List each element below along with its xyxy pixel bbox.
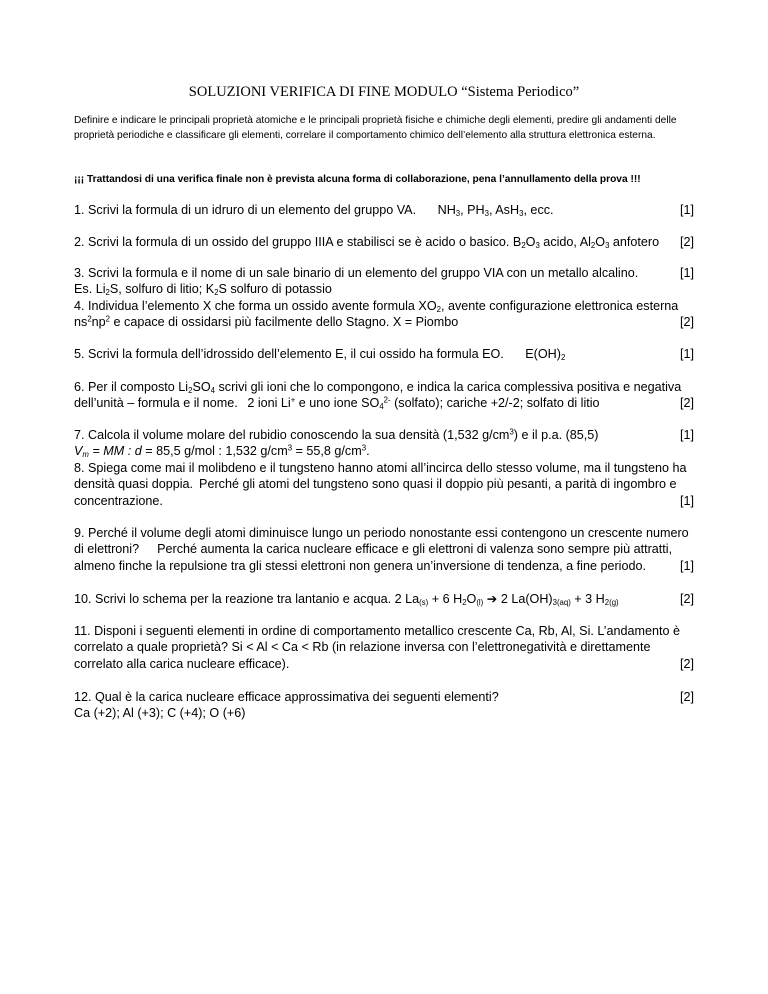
question-5-text: 5. Scrivi la formula dell’idrossido dell’elemento E, il cui ossido ha formula EO. [74,347,504,361]
question-1-text: 1. Scrivi la formula di un idruro di un elemento del gruppo VA. [74,203,417,217]
question-5-points: [1] [679,347,694,361]
question-6-answer: 2 ioni Li+ e uno ione $SO_4^{2-}$ (solfato); cariche +2/-2; solfato di litio [247,396,600,412]
question-1-answer: $NH_3$, $PH_3$, AsH$_3$, ecc. [437,203,554,218]
question-9-text-cont: di elettroni? [74,542,140,557]
question-7-text: 7. Calcola il volume molare del rubidio conoscendo la sua densità (1,532 $g/cm^3$) e il p.a. (85,5) [74,427,599,442]
question-9-answer-cont: almeno finche la repulsione tra gli stessi elettroni non genera un’inversione di tendenza, a fine periodo. [74,558,646,573]
question-8-text: 8. Spiega come mai il molibdeno e il tungsteno hanno atomi all’incirca dello stesso volume, ma il tungsteno ha [74,460,687,475]
question-8-answer-cont: concentrazione. [74,493,163,508]
question-5 [74,346,694,362]
question-2-points: [2] [679,235,694,249]
question-8-points: [1] [679,493,694,508]
question-9-points: [1] [679,558,694,573]
question-2 [74,234,694,250]
question-9-text: 9. Perché il volume degli atomi diminuisce lungo un periodo nonostante essi contengono un crescente numero [74,526,689,540]
question-10 [74,591,694,607]
question-12-answer: Ca (+2); Al (+3); C (+4); O (+6) [74,706,246,721]
question-7-answer: $V_m$ = MM : d = 85,5 g/mol : 1,532 $g/cm^3 = 55,8$ $g/cm^3$. [74,444,370,460]
question-10-text: 10. Scrivi lo schema per la reazione tra lantanio e acqua. [74,592,392,606]
question-2-text: 2. Scrivi la formula di un ossido del gruppo IIIA e stabilisci se è acido o basico. [74,235,510,249]
question-3-text: 3. Scrivi la formula e il nome di un sale binario di un elemento del gruppo VIA con un metallo alcalino. [74,266,639,280]
document-title: SOLUZIONI VERIFICA DI FINE MODULO “Sistema Periodico” [188,84,580,100]
warning-note: ¡¡¡ Trattandosi di una verifica finale non è prevista alcuna forma di collaborazione, pena l’annullamento della prova !!! [74,174,641,185]
question-6-text: 6. Per il composto $Li_2SO_4$ scrivi gli ioni che lo compongono, e indica la carica complessiva positiva e negativa [74,380,682,395]
question-3-points: [1] [679,266,694,280]
question-1-points: [1] [679,203,694,217]
question-10-answer: 2 $La_{(s)} + 6$ $H_2O_{(l)}$ ➔ 2 $La(OH)_{3(aq)} + 3$ $H_{2(g)}$ [394,592,619,607]
question-4-text-cont: $ns^2np^2$ e capace di ossidarsi più facilmente dello Stagno. [74,314,390,330]
question-4-answer: X = Piombo [392,315,459,330]
question-3-answer: Es. $Li_2S$, solfuro di litio; $K_2S$ solfuro di potassio [74,282,332,298]
question-11-text: 11. Disponi i seguenti elementi in ordine di comportamento metallico crescente Ca, Rb, Al, Si. L’andamento è [74,624,680,638]
intro-paragraph: Definire e indicare le principali proprietà atomiche e le principali proprietà fisiche e chimiche degli elementi, predire gli andamenti delle proprietà periodiche e classificare gli elementi, correlare il comportamento chimico dell’elemento alla struttura elettronica esterna. [74,115,677,141]
question-11-answer: correlato a quale proprietà? Si < Al < Ca < Rb (in relazione inversa con l’elettronegatività e direttamente [74,640,651,655]
question-11-answer-cont: correlato alla carica nucleare efficace). [74,656,290,671]
question-12-points: [2] [679,690,694,704]
question-12 [74,689,694,722]
question-2-answer: $B_2O_3$ acido, $Al_2O_3$ anfotero [512,235,660,250]
question-7-points: [1] [679,428,694,442]
question-12-text: 12. Qual è la carica nucleare efficace approssimativa dei seguenti elementi? [74,690,499,704]
question-11 [74,623,694,672]
question-7 [74,427,694,509]
question-6-text-cont: dell’unità – formula e il nome. [74,396,238,411]
question-9 [74,525,694,574]
question-4-points: [2] [679,315,694,330]
question-5-answer: $E(OH)_2$ [525,347,566,362]
question-8-text-cont: densità quasi doppia. [74,477,194,492]
question-4-text: 4. Individua l’elemento X che forma un ossido avente formula $XO_2$, avente configurazione elettronica esterna [74,298,679,314]
question-8-answer: Perché gli atomi del tungsteno sono quasi il doppio più pesanti, a parità di ingombro e [199,477,677,492]
question-10-points: [2] [679,592,694,606]
question-6 [74,379,694,412]
question-6-points: [2] [679,396,694,411]
question-11-points: [2] [679,656,694,671]
question-1 [74,202,694,218]
question-3 [74,265,694,331]
question-9-answer: Perché aumenta la carica nucleare efficace e gli elettroni di valenza sono sempre più attratti, [157,542,673,557]
